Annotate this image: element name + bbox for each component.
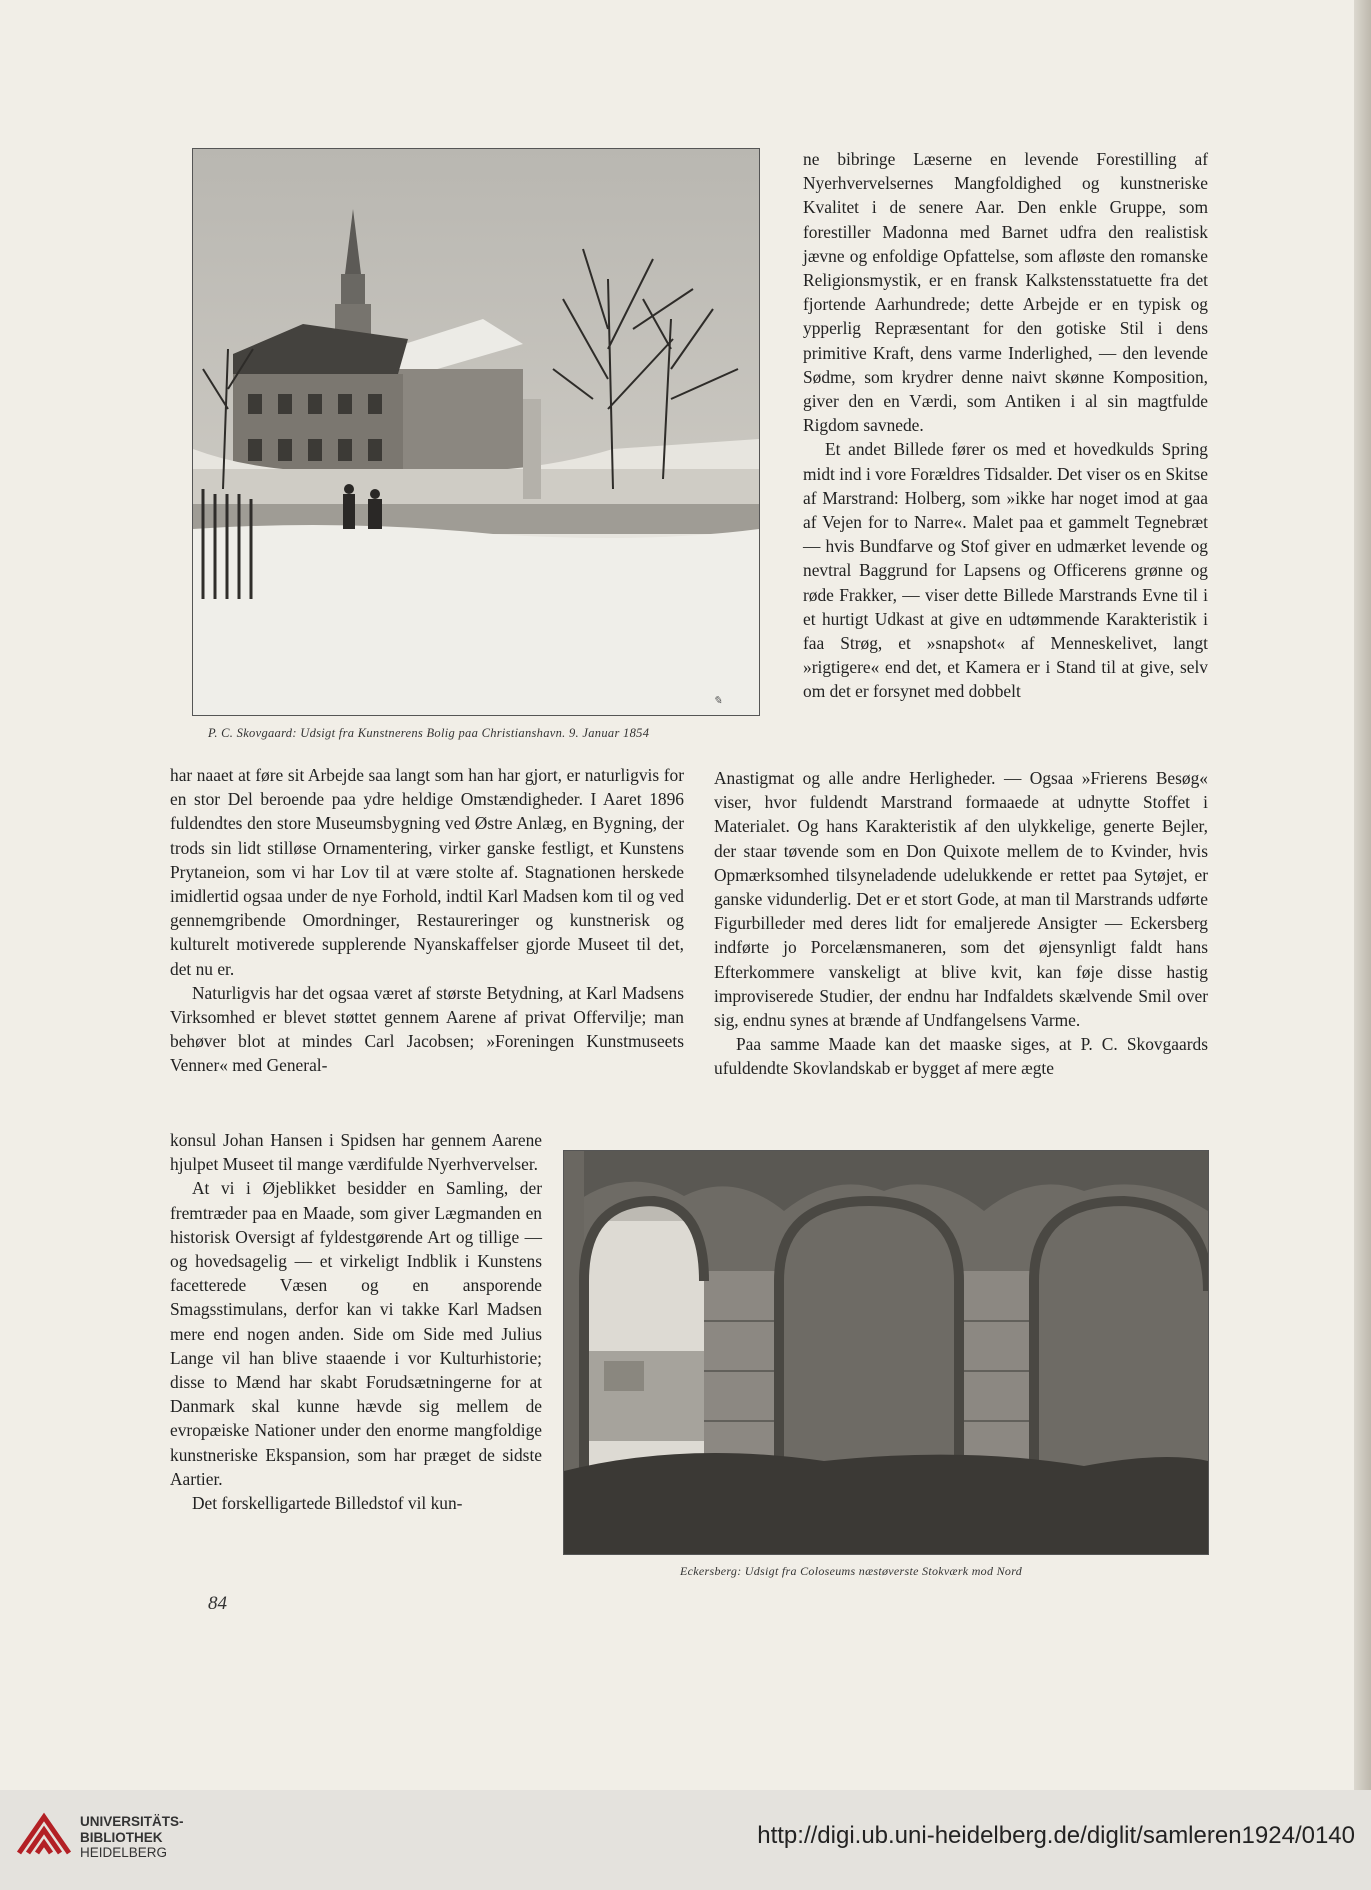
paragraph: Naturligvis har det ogsaa været af største Betydning, at Karl Madsens Virksomhed er blevet støttet gennem Aarene af privat Offervilje; man behøver blot at mindes Carl Jacobsen; »Foreningen Kunstmuseets Venner« med General- [170, 982, 684, 1076]
paragraph: Paa samme Maade kan det maaske siges, at P. C. Skovgaards ufuldendte Skovlandskab er bygget af mere ægte [714, 1034, 1208, 1079]
right-column-mid-text [714, 766, 1208, 1081]
library-logo-icon [14, 1805, 74, 1865]
library-line-1: UNIVERSITÄTS- [80, 1814, 184, 1829]
paragraph: ne bibringe Læserne en levende Forestilling af Nyerhvervelsernes Mangfoldighed og kunstneriske Kvalitet i de senere Aar. Den enkle Gruppe, som forestiller Madonna med Barnet udfra den realistisk jævne og enfoldige Opfattelse, som afløste den romanske Religionsmystik, er en fransk Kalkstensstatuette fra det fjortende Aarhundrede; dette Arbejde er en typisk og ypperlig Repræsentant for den gotiske Stil i dens primitive Kraft, dens varme Inderlighed, — den levende Sødme, som krydrer denne naivt skønne Komposition, giver den en Værdi, som Antiken i al sin magtfulde Rigdom savnede. [803, 149, 1208, 436]
paragraph: Et andet Billede fører os med et hovedkulds Spring midt ind i vore Forældres Tidsalder. Det viser os en Skitse af Marstrand: Holberg, som »ikke har noget imod at gaa af Vejen for to Narre«. Malet paa et gammelt Tegnebræt — hvis Bundfarve og Stof giver en udmærket levende og nevtral Baggrund for Lapsens og Officerens grønne og røde Frakker, — viser dette Billede Marstrands Evne til i et hurtigt Udkast at give en udtømmende Karakteristik i faa Strøg, et »snapshot« af Menneskelivet, langt »rigtigere« end det, et Kamera er i Stand til at give, selv om det er forsynet med dobbelt [803, 439, 1208, 702]
left-column-bottom-text [170, 1128, 542, 1515]
paragraph: At vi i Øjeblikket besidder en Samling, der fremtræder paa en Maade, som giver Lægmanden en historisk Oversigt af fyldestgørende Art og tillige — og hovedsagelig — et virkeligt Indblik i Kunstens facetterede Væsen og en ansporende Smagsstimulans, derfor kan vi takke Karl Madsen mere end nogen anden. Side om Side med Julius Lange vil han blive staaende i vor Kulturhistorie; disse to Mænd har skabt Forudsætningerne for at Danmark skal kunne hævde sig mellem de evropæiske Nationer under den enorme mangfoldige kunstneriske Ekspansion, som har præget de sidste Aartier. [170, 1178, 542, 1489]
paragraph: Anastigmat og alle andre Herligheder. — Ogsaa »Frierens Besøg« viser, hvor fuldendt Marstrand formaaede at udnytte Stoffet i Materialet. Og hans Karakteristik af den ulykkelige, generte Bejler, der staar tøvende som en Don Quixote mellem de to Kvinder, hvis Opmærksomhed tilsyneladende udelukkende er rettet paa Sytøjet, er ganske vidunderlig. Det er et stort Gode, at man til Marstrands udførte Figurbilleder med deres lidt for emaljerede Ansigter — Eckersberg indførte jo Porcelænsmaneren, som det øjensynligt faldt hans Efterkommere vanskeligt at blive kvit, kan føje disse hastig improviserede Studier, der endnu har Indfaldets skælvende Smil over sig, endnu synes at brænde af Undfangelsens Varme. [714, 768, 1208, 1031]
winter-painting-image [193, 149, 759, 715]
figure-colosseum-caption: Eckersberg: Udsigt fra Coloseums næstøverste Stokværk mod Nord [680, 1564, 1023, 1578]
left-column-text [170, 763, 684, 1078]
svg-text:✎: ✎ [713, 695, 723, 707]
right-column-top-text [803, 147, 1208, 704]
paragraph: har naaet at føre sit Arbejde saa langt som han har gjort, er naturligvis for en stor Del beroende paa ydre heldige Omstændigheder. I Aaret 1896 fuldendtes den store Museumsbygning ved Østre Anlæg, en Bygning, der trods sin lidt stilløse Ornamentering, virker ganske festligt, et Kunstens Prytaneion, som vi har Lov til at være stolte af. Stagnationen herskede imidlertid ogsaa under de nye Forhold, indtil Karl Madsen kom til og ved gennemgribende Omordninger, Restaureringer og kunstnerisk og kulturelt motiverede supplerende Nyanskaffelser gjorde Museet til det, det nu er. [170, 765, 684, 979]
library-line-2: BIBLIOTHEK [80, 1829, 163, 1845]
source-url-link[interactable]: http://digi.ub.uni-heidelberg.de/diglit/samleren1924/0140 [757, 1822, 1355, 1849]
paragraph: konsul Johan Hansen i Spidsen har gennem Aarene hjulpet Museet til mange værdifulde Nyerhvervelser. [170, 1130, 542, 1175]
figure-colosseum-painting [563, 1150, 1209, 1555]
library-name [80, 1814, 184, 1861]
figure-winter-caption: P. C. Skovgaard: Udsigt fra Kunstnerens Bolig paa Christianshavn. 9. Januar 1854 [208, 726, 650, 740]
library-line-3: HEIDELBERG [80, 1845, 168, 1860]
page-number: 84 [208, 1593, 227, 1614]
figure-winter-painting [192, 148, 760, 716]
colosseum-painting-image [564, 1151, 1208, 1554]
page-edge-shadow [1354, 0, 1371, 1790]
paragraph: Det forskelligartede Billedstof vil kun- [192, 1493, 463, 1514]
